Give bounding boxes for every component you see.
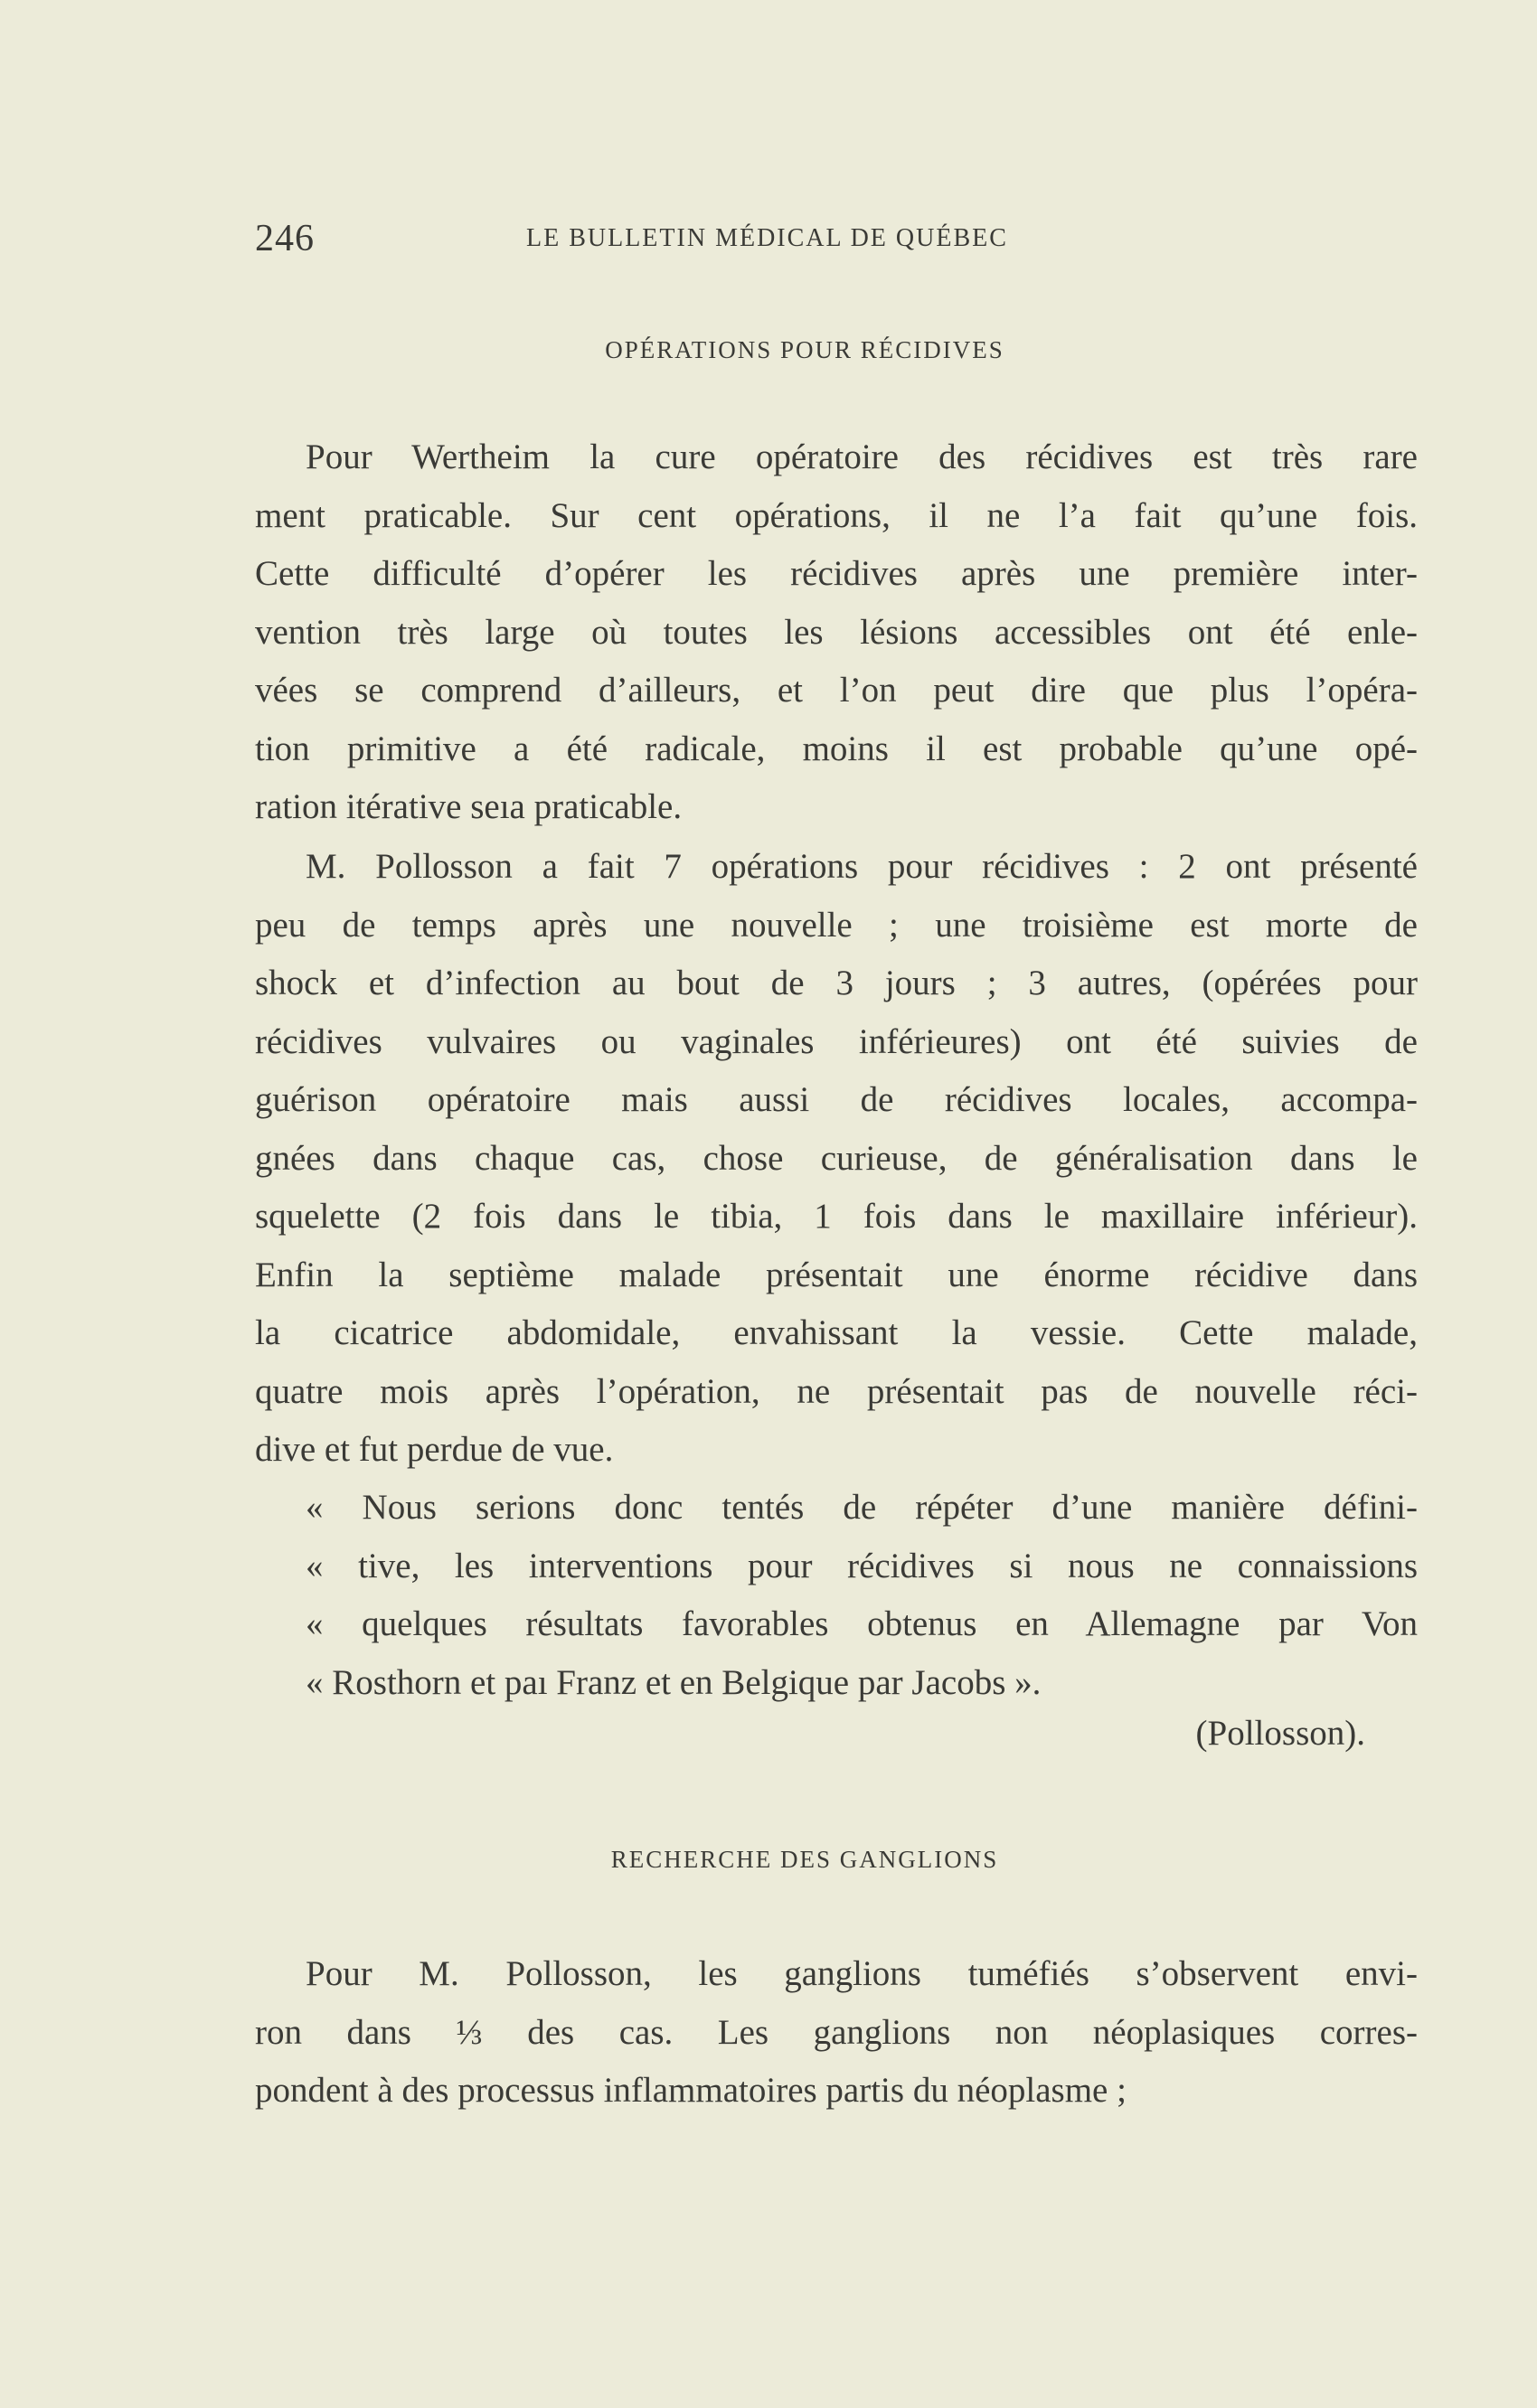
text-line: la cicatrice abdomidale, envahissant la vessie. Cette malade,: [255, 1313, 1418, 1352]
text-line: Cette difficulté d’opérer les récidives après une première inter-: [255, 554, 1418, 593]
text-line: guérison opératoire mais aussi de récidives locales, accompa-: [255, 1080, 1418, 1119]
section-title-ganglions: RECHERCHE DES GANGLIONS: [610, 1846, 999, 1873]
text-line: Enfin la septième malade présentait une énorme récidive dans: [255, 1255, 1418, 1294]
text-line: shock et d’infection au bout de 3 jours ; 3 autres, (opérées pour: [255, 964, 1418, 1002]
quote-attribution: (Pollosson).: [1195, 1714, 1365, 1753]
text-line: Pour Wertheim la cure opératoire des récidives est très rare: [306, 437, 1418, 476]
text-line: vention très large où toutes les lésions accessibles ont été enle-: [255, 612, 1418, 652]
text-line: M. Pollosson a fait 7 opérations pour récidives : 2 ont présenté: [306, 847, 1418, 886]
text-line: récidives vulvaires ou vaginales inférieures) ont été suivies de: [255, 1021, 1418, 1061]
text-line: peu de temps après une nouvelle ; une troisième est morte de: [255, 905, 1418, 945]
text-line: « tive, les interventions pour récidives si nous ne connaissions: [306, 1546, 1418, 1585]
text-line: « Rosthorn et paı Franz et en Belgique par Jacobs ».: [306, 1662, 1042, 1702]
text-line: squelette (2 fois dans le tibia, 1 fois dans le maxillaire inférieur).: [255, 1197, 1418, 1236]
text-line: vées se comprend d’ailleurs, et l’on peut dire que plus l’opéra-: [255, 671, 1418, 710]
text-line: gnées dans chaque cas, chose curieuse, de généralisation dans le: [255, 1138, 1418, 1178]
text-line: ment praticable. Sur cent opérations, il ne l’a fait qu’une fois.: [255, 495, 1418, 535]
text-line: « Nous serions donc tentés de répéter d’une manière défini-: [306, 1488, 1418, 1527]
text-line: ron dans ⅓ des cas. Les ganglions non néoplasiques corres-: [255, 2012, 1418, 2052]
text-line: « quelques résultats favorables obtenus en Allemagne par Von: [306, 1604, 1418, 1643]
page-header: [255, 217, 1430, 271]
text-line: ration itérative seıa praticable.: [255, 787, 683, 826]
text-line: dive et fut perdue de vue.: [255, 1430, 614, 1469]
paragraph-pollosson-operations: [255, 838, 1418, 1480]
paragraph-wertheim: [255, 428, 1418, 837]
text-line: tion primitive a été radicale, moins il est probable qu’une opé-: [255, 729, 1418, 768]
text-line: Pour M. Pollosson, les ganglions tuméfiés s’observent envi-: [306, 1954, 1418, 1993]
running-title: LE BULLETIN MÉDICAL DE QUÉBEC: [526, 224, 1008, 252]
paragraph-ganglions: [255, 1945, 1418, 2121]
section-title-operations: OPÉRATIONS POUR RÉCIDIVES: [605, 336, 1004, 363]
page-number: 246: [255, 218, 315, 259]
text-line: pondent à des processus inflammatoires partis du néoplasme ;: [255, 2071, 1127, 2110]
paragraph-quote: [255, 1479, 1418, 1712]
text-line: quatre mois après l’opération, ne présentait pas de nouvelle réci-: [255, 1371, 1418, 1411]
